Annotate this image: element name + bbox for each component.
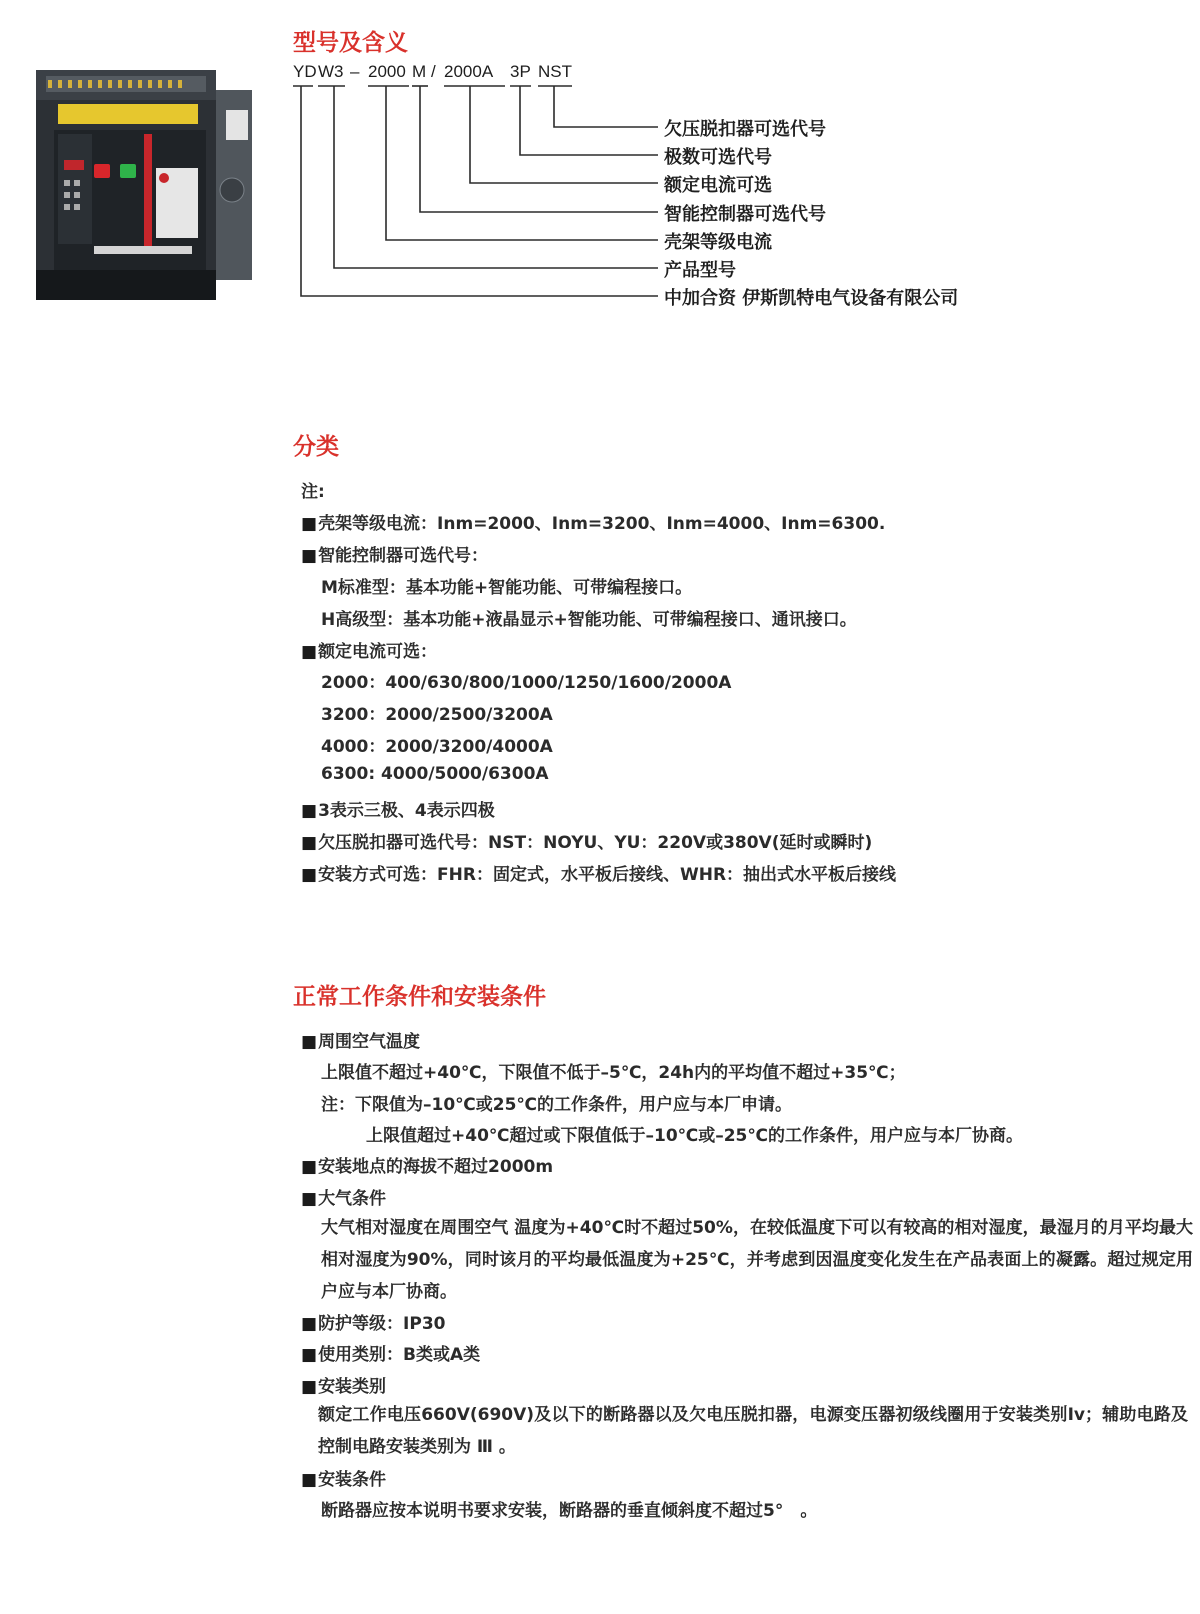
list-item: ■安装类别 (301, 1377, 387, 1397)
bullet-square-icon: ■ (301, 546, 318, 566)
list-item: H高级型：基本功能+液晶显示+智能功能、可带编程接口、通讯接口。 (321, 610, 857, 630)
code-w3: W3 (318, 62, 344, 81)
list-item: ■周围空气温度 (301, 1032, 421, 1052)
install-condition-text: 断路器应按本说明书要求安装，断路器的垂直倾斜度不超过5° 。 (321, 1501, 818, 1521)
meaning-undervoltage-code: 欠压脱扣器可选代号 (664, 119, 826, 140)
list-item: ■额定电流可选： (301, 642, 438, 662)
section-title-model: 型号及含义 (293, 30, 408, 56)
list-item: 注：下限值为–10℃或25℃的工作条件，用户应与本厂申请。 (321, 1095, 792, 1115)
list-item: M标准型：基本功能+智能功能、可带编程接口。 (321, 578, 693, 598)
install-category-paragraph: 额定工作电压660V(690V)及以下的断路器以及欠电压脱扣器，电源变压器初级线圈用于安装类别Iv；辅助电路及控制电路安装类别为 Ⅲ 。 (318, 1405, 1188, 1457)
bullet-square-icon: ■ (301, 833, 318, 853)
list-item: 6300: 4000/5000/6300A (321, 764, 549, 784)
meaning-pole-code: 极数可选代号 (664, 147, 772, 168)
bullet-square-icon: ■ (301, 801, 318, 821)
bullet-square-icon: ■ (301, 1189, 318, 1209)
section-title-classification: 分类 (293, 434, 339, 460)
bullet-square-icon: ■ (301, 1314, 318, 1334)
circuit-breaker-image (36, 70, 252, 304)
meaning-controller-code: 智能控制器可选代号 (664, 204, 826, 225)
code-nst: NST (538, 62, 572, 81)
bullet-square-icon: ■ (301, 1377, 318, 1397)
meaning-product-model: 产品型号 (664, 260, 736, 281)
bullet-square-icon: ■ (301, 865, 318, 885)
list-item: ■安装地点的海拔不超过2000m (301, 1157, 554, 1177)
code-2000a: 2000A (444, 62, 494, 81)
list-item: ■大气条件 (301, 1189, 387, 1209)
bullet-square-icon: ■ (301, 642, 318, 662)
note-label: 注: (301, 482, 325, 502)
meaning-company: 中加合资 伊斯凯特电气设备有限公司 (664, 288, 959, 309)
list-item: 4000：2000/3200/4000A (321, 737, 553, 757)
code-2000: 2000 (368, 62, 406, 81)
meaning-rated-current: 额定电流可选 (664, 175, 772, 196)
list-item: ■使用类别：B类或A类 (301, 1345, 481, 1365)
list-item: ■安装方式可选：FHR：固定式，水平板后接线、WHR：抽出式水平板后接线 (301, 865, 897, 885)
bullet-square-icon: ■ (301, 1345, 318, 1365)
list-item: ■防护等级：IP30 (301, 1314, 446, 1334)
section-title-conditions: 正常工作条件和安装条件 (293, 984, 546, 1010)
code-3p: 3P (510, 62, 531, 81)
code-m: M (412, 62, 427, 81)
bullet-square-icon: ■ (301, 1470, 318, 1490)
code-yd: YD (293, 62, 317, 81)
bullet-square-icon: ■ (301, 1157, 318, 1177)
list-item: 3200：2000/2500/3200A (321, 705, 553, 725)
list-item: 上限值超过+40℃超过或下限值低于–10℃或–25℃的工作条件，用户应与本厂协商。 (366, 1126, 1023, 1146)
list-item: ■安装条件 (301, 1470, 387, 1490)
list-item: 2000：400/630/800/1000/1250/1600/2000A (321, 673, 732, 693)
list-item: ■智能控制器可选代号： (301, 546, 489, 566)
list-item: ■壳架等级电流：Inm=2000、Inm=3200、Inm=4000、Inm=6300. (301, 514, 886, 534)
list-item: ■欠压脱扣器可选代号：NST：NOYU、YU：220V或380V(延时或瞬时) (301, 833, 873, 853)
list-item: 上限值不超过+40℃，下限值不低于–5℃，24h内的平均值不超过+35℃； (321, 1063, 906, 1083)
list-item: ■3表示三极、4表示四极 (301, 801, 495, 821)
atmosphere-paragraph: 大气相对湿度在周围空气 温度为+40℃时不超过50%，在较低温度下可以有较高的相对湿度，最湿月的月平均最大相对湿度为90%，同时该月的平均最低温度为+25℃，并考虑到因温度变化发生在产品表面上的凝露。超过规定用户应与本厂协商。 (321, 1218, 1193, 1302)
bullet-square-icon: ■ (301, 514, 318, 534)
bullet-square-icon: ■ (301, 1032, 318, 1052)
code-dash: – (350, 62, 360, 81)
meaning-frame-current: 壳架等级电流 (664, 232, 772, 253)
code-slash: / (431, 62, 436, 81)
